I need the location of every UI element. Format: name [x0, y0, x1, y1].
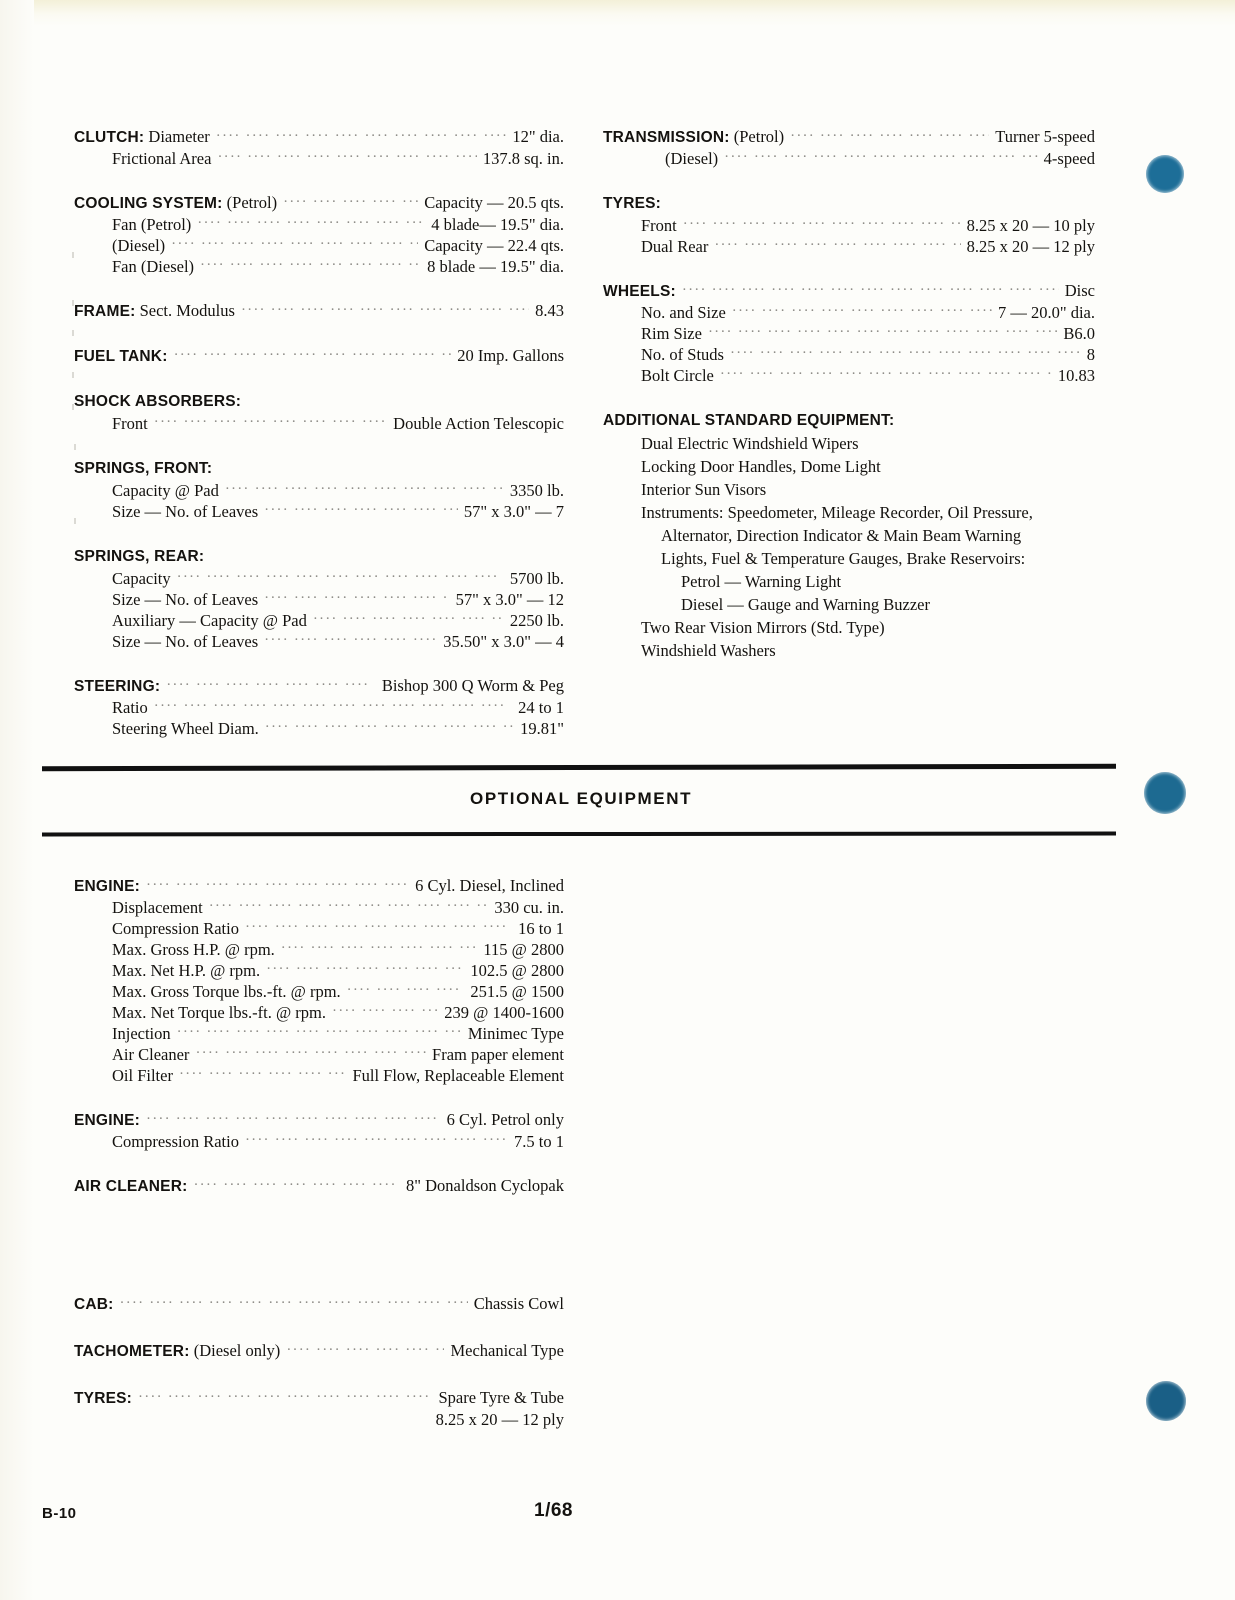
binder-punch-hole — [1146, 1381, 1186, 1421]
spec-row — [74, 1044, 564, 1065]
spec-row-value: 239 @ 1400-1600 — [444, 1003, 564, 1022]
spec-row — [74, 1387, 564, 1409]
dot-leader — [154, 704, 512, 718]
dot-leader — [166, 683, 376, 697]
spec-heading: SPRINGS, REAR: — [74, 548, 205, 565]
spec-row-value: 251.5 @ 1500 — [470, 982, 564, 1001]
spec-row — [74, 1340, 564, 1362]
spec-row-label: Fan (Diesel) — [112, 257, 195, 276]
spec-heading: CAB: — [74, 1296, 114, 1313]
spec-row — [74, 1175, 564, 1197]
dot-leader — [720, 372, 1052, 386]
spec-row-value: Full Flow, Replaceable Element — [352, 1066, 564, 1085]
spec-heading: TRANSMISSION: — [603, 129, 730, 146]
spec-row-label-group — [603, 280, 676, 302]
equipment-list-item: Dual Electric Windshield Wipers — [641, 434, 859, 453]
spec-row-value: Spare Tyre & Tube — [438, 1388, 564, 1407]
dot-leader — [177, 1030, 462, 1044]
dot-leader — [264, 638, 437, 652]
spec-row — [74, 1109, 564, 1131]
spec-row-label-group — [74, 675, 160, 697]
spec-row-value: 8.43 — [535, 301, 564, 320]
dot-leader — [146, 1117, 441, 1131]
spec-block-springs-rear — [74, 545, 564, 652]
spec-heading: SPRINGS, FRONT: — [74, 460, 213, 477]
spec-row — [603, 148, 1095, 169]
spec-block-tachometer — [74, 1340, 564, 1362]
dot-leader — [200, 263, 421, 277]
spec-heading: TYRES: — [74, 1390, 133, 1407]
spec-row-label-group — [74, 1293, 114, 1315]
dot-leader — [790, 134, 989, 148]
spec-row-label-group — [74, 875, 140, 897]
dot-leader — [138, 1395, 432, 1409]
banner-rule-bottom — [42, 832, 1116, 837]
spec-row — [74, 480, 564, 501]
spec-row-label-group — [74, 126, 210, 148]
spec-row — [74, 1131, 564, 1152]
spec-row-label: Auxiliary — Capacity @ Pad — [112, 611, 307, 630]
spec-row-value: 12" dia. — [512, 127, 564, 146]
binder-punch-hole — [1146, 155, 1184, 193]
spec-block-cooling-system — [74, 192, 564, 277]
dot-leader — [120, 1301, 468, 1315]
spec-row — [74, 256, 564, 277]
spec-row — [74, 501, 564, 522]
spec-block-springs-front — [74, 457, 564, 522]
spec-row-label: (Petrol) — [729, 127, 785, 146]
spec-heading: ENGINE: — [74, 1112, 140, 1129]
dot-leader — [197, 221, 425, 235]
spec-row-label: Size — No. of Leaves — [112, 590, 259, 609]
footer-date-code: 1/68 — [534, 1500, 573, 1521]
spec-row-label-group — [74, 300, 235, 322]
spec-row — [603, 323, 1095, 344]
spec-heading: CLUTCH: — [74, 129, 145, 146]
spec-row-label: Displacement — [112, 898, 203, 917]
spec-row-value: 6 Cyl. Petrol only — [446, 1110, 564, 1129]
spec-row-label-group — [603, 126, 784, 148]
spec-row-value: 19.81" — [520, 719, 564, 738]
spec-block-air-cleaner — [74, 1175, 564, 1197]
optional-equipment-lower-column — [74, 1293, 564, 1455]
dot-leader — [171, 242, 418, 256]
spec-row — [74, 568, 564, 589]
spec-row — [74, 675, 564, 697]
spec-row-value: 137.8 sq. in. — [482, 149, 564, 168]
equipment-list-item: Instruments: Speedometer, Mileage Recorder, Oil Pressure, — [641, 503, 1033, 522]
spec-row — [74, 875, 564, 897]
spec-block-fuel-tank — [74, 345, 564, 367]
optional-equipment-heading: OPTIONAL EQUIPMENT — [470, 789, 693, 808]
spec-row-value: 2250 lb. — [509, 611, 564, 630]
dot-leader — [264, 596, 449, 610]
spec-row-value: 8 blade — 19.5" dia. — [427, 257, 564, 276]
spec-row-label-group — [74, 1109, 140, 1131]
spec-heading: STEERING: — [74, 678, 161, 695]
dot-leader — [708, 330, 1057, 344]
spec-row — [74, 214, 564, 235]
spec-row-value: 4-speed — [1043, 149, 1095, 168]
spec-row-label: Frictional Area — [112, 149, 212, 168]
spec-row-value: Capacity — 20.5 qts. — [424, 193, 564, 212]
additional-standard-equipment-block — [603, 409, 1095, 662]
spec-row-value: 20 Imp. Gallons — [457, 346, 564, 365]
spec-row-value: Fram paper element — [432, 1045, 564, 1064]
spec-row-value: 6 Cyl. Diesel, Inclined — [415, 876, 564, 895]
spec-row — [603, 344, 1095, 365]
spec-row-label-group — [74, 345, 168, 367]
spec-row-label: Dual Rear — [641, 237, 709, 256]
spec-row-label: Air Cleaner — [112, 1045, 190, 1064]
spec-row-label: Rim Size — [641, 324, 702, 343]
spec-row-label: No. of Studs — [641, 345, 724, 364]
dot-leader — [241, 308, 529, 322]
spec-row — [74, 126, 564, 148]
spec-heading: WHEELS: — [603, 283, 676, 300]
equipment-list-item: Alternator, Direction Indicator & Main Beam Warning — [661, 526, 1022, 545]
spec-row — [74, 1293, 564, 1315]
spec-row-value: B6.0 — [1063, 324, 1095, 343]
spec-heading: TACHOMETER: — [74, 1343, 190, 1360]
scan-edge-tint-left — [0, 0, 34, 1600]
scan-edge-tint-top — [0, 0, 1235, 26]
standard-spec-left-column — [74, 126, 564, 739]
spec-row — [603, 365, 1095, 386]
spec-row-value: Double Action Telescopic — [393, 414, 564, 433]
spec-heading: ENGINE: — [74, 878, 140, 895]
spec-row-label: Ratio — [112, 698, 148, 717]
spec-row-label: (Petrol) — [222, 193, 278, 212]
spec-row-value: 7.5 to 1 — [514, 1132, 564, 1151]
dot-leader — [265, 725, 514, 739]
dot-leader — [264, 508, 458, 522]
spec-row-label: Capacity @ Pad — [112, 481, 219, 500]
spec-row-value: 102.5 @ 2800 — [470, 961, 564, 980]
spec-row — [74, 981, 564, 1002]
footer-page-code: B-10 — [42, 1505, 77, 1522]
spec-row — [74, 1065, 564, 1086]
spec-row-value: 4 blade— 19.5" dia. — [431, 215, 564, 234]
spec-row-label: Capacity — [112, 569, 171, 588]
spec-row — [603, 302, 1095, 323]
spec-row-label-group — [74, 1340, 280, 1362]
spec-row-value: 8 — [1086, 345, 1095, 364]
spec-row-label: Size — No. of Leaves — [112, 632, 259, 651]
spec-block-clutch — [74, 126, 564, 169]
dot-leader — [266, 967, 464, 981]
spec-row-label: Compression Ratio — [112, 919, 239, 938]
dot-leader — [195, 1051, 426, 1065]
banner-rule-top — [42, 764, 1116, 771]
spec-row-value: Mechanical Type — [450, 1341, 564, 1360]
spec-row-label: Max. Net H.P. @ rpm. — [112, 961, 261, 980]
spec-row-value: 8.25 x 20 — 12 ply — [435, 1410, 564, 1429]
dot-leader — [332, 1009, 438, 1023]
equipment-list-item: Lights, Fuel & Temperature Gauges, Brake Reservoirs: — [661, 549, 1026, 568]
spec-block-cab — [74, 1293, 564, 1315]
spec-row-label: (Diesel only) — [189, 1341, 281, 1360]
dot-leader — [245, 925, 512, 939]
equipment-list-item: Diesel — Gauge and Warning Buzzer — [681, 595, 930, 614]
spec-row — [74, 192, 564, 214]
spec-row-value: 24 to 1 — [518, 698, 564, 717]
spec-row — [74, 939, 564, 960]
spec-row-value: 330 cu. in. — [494, 898, 564, 917]
dot-leader — [683, 222, 961, 236]
spec-row — [74, 300, 564, 322]
spec-row-value: 57" x 3.0" — 12 — [455, 590, 564, 609]
spec-block-steering — [74, 675, 564, 739]
spec-row-value: 16 to 1 — [518, 919, 564, 938]
dot-leader — [732, 309, 992, 323]
spec-row-value: 3350 lb. — [509, 481, 564, 500]
spec-row-value: Turner 5-speed — [995, 127, 1095, 146]
spec-row — [74, 345, 564, 367]
spec-row-label: Front — [641, 216, 677, 235]
dot-leader — [682, 288, 1059, 302]
spec-row-label: Fan (Petrol) — [112, 215, 192, 234]
spec-row-value: Disc — [1064, 281, 1095, 300]
dot-leader — [146, 883, 409, 897]
spec-row-label: Steering Wheel Diam. — [112, 719, 259, 738]
dot-leader — [174, 353, 452, 367]
spec-row-label: Oil Filter — [112, 1066, 173, 1085]
spec-row-label: Sect. Modulus — [135, 301, 235, 320]
standard-spec-right-column — [603, 126, 1095, 662]
spec-row-label: Bolt Circle — [641, 366, 714, 385]
spec-row-value: 7 — 20.0" dia. — [997, 303, 1095, 322]
dot-leader — [714, 243, 960, 257]
spec-heading: COOLING SYSTEM: — [74, 195, 223, 212]
spec-block-tyres-optional — [74, 1387, 564, 1430]
spec-row — [74, 1023, 564, 1044]
spec-row-value: 5700 lb. — [509, 569, 564, 588]
spec-block-frame — [74, 300, 564, 322]
spec-row-label: Max. Gross Torque lbs.-ft. @ rpm. — [112, 982, 341, 1001]
spec-row-value: Bishop 300 Q Worm & Peg — [381, 676, 564, 695]
dot-leader — [217, 155, 476, 169]
spec-row — [74, 1002, 564, 1023]
spec-row — [603, 215, 1095, 236]
spec-row-value: 115 @ 2800 — [483, 940, 564, 959]
spec-row-value: Capacity — 22.4 qts. — [424, 236, 564, 255]
dot-leader — [245, 1138, 508, 1152]
dot-leader — [730, 351, 1081, 365]
spec-row — [74, 697, 564, 718]
spec-row — [74, 610, 564, 631]
spec-block-engine-diesel — [74, 875, 564, 1086]
spec-row-value: 35.50" x 3.0" — 4 — [443, 632, 564, 651]
spec-row-label: Front — [112, 414, 148, 433]
dot-leader — [225, 487, 504, 501]
dot-leader — [209, 904, 489, 918]
spec-heading: FRAME: — [74, 303, 136, 320]
spec-block-wheels — [603, 280, 1095, 386]
spec-row — [603, 236, 1095, 257]
spec-row — [74, 1409, 564, 1430]
binder-punch-hole — [1144, 772, 1186, 814]
spec-row — [74, 589, 564, 610]
spec-row-label: Max. Gross H.P. @ rpm. — [112, 940, 275, 959]
spec-row-value: Chassis Cowl — [473, 1294, 564, 1313]
spec-row-label: No. and Size — [641, 303, 726, 322]
spec-row-label: Size — No. of Leaves — [112, 502, 259, 521]
dot-leader — [179, 1072, 346, 1086]
spec-row-label: Injection — [112, 1024, 171, 1043]
spec-row — [74, 960, 564, 981]
equipment-list-item: Locking Door Handles, Dome Light — [641, 457, 881, 476]
spec-block-transmission — [603, 126, 1095, 169]
spec-heading: SHOCK ABSORBERS: — [74, 393, 242, 410]
equipment-list-item: Petrol — Warning Light — [681, 572, 842, 591]
spec-row-label-group — [74, 1387, 132, 1409]
spec-row-label: Max. Net Torque lbs.-ft. @ rpm. — [112, 1003, 326, 1022]
spec-row — [74, 631, 564, 652]
spec-row — [74, 413, 564, 434]
dot-leader — [283, 200, 418, 214]
spec-row — [74, 897, 564, 918]
dot-leader — [313, 617, 504, 631]
spec-row-label: Diameter — [144, 127, 210, 146]
spec-heading: AIR CLEANER: — [74, 1178, 188, 1195]
dot-leader — [286, 1348, 444, 1362]
spec-row-value: Minimec Type — [467, 1024, 564, 1043]
spec-row — [603, 280, 1095, 302]
spec-row-value: 8" Donaldson Cyclopak — [406, 1176, 564, 1195]
equipment-list-item: Two Rear Vision Mirrors (Std. Type) — [641, 618, 885, 637]
spec-row — [603, 126, 1095, 148]
equipment-list-item: Interior Sun Visors — [641, 480, 767, 499]
equipment-list-item: Windshield Washers — [641, 641, 776, 660]
dot-leader — [724, 155, 1038, 169]
spec-block-shock-absorbers — [74, 390, 564, 434]
spec-row-value: 8.25 x 20 — 10 ply — [966, 216, 1095, 235]
spec-row-label: (Diesel) — [112, 236, 166, 255]
spec-heading: FUEL TANK: — [74, 348, 168, 365]
dot-leader — [347, 988, 465, 1002]
dot-leader — [281, 946, 478, 960]
spec-row — [74, 235, 564, 256]
additional-standard-equipment-heading: ADDITIONAL STANDARD EQUIPMENT: — [603, 412, 895, 429]
dot-leader — [216, 134, 507, 148]
spec-heading: TYRES: — [603, 195, 662, 212]
dot-leader — [154, 420, 387, 434]
spec-row-value: 57" x 3.0" — 7 — [463, 502, 564, 521]
spec-row-value: 8.25 x 20 — 12 ply — [966, 237, 1095, 256]
spec-row-value: 10.83 — [1057, 366, 1095, 385]
spec-row-label: Compression Ratio — [112, 1132, 239, 1151]
dot-leader — [177, 575, 504, 589]
spec-row-label-group — [74, 192, 277, 214]
dot-leader — [193, 1183, 400, 1197]
spec-row — [74, 918, 564, 939]
spec-row — [74, 148, 564, 169]
spec-row — [74, 718, 564, 739]
spec-row-label: (Diesel) — [665, 149, 719, 168]
optional-equipment-upper-column — [74, 875, 564, 1197]
spec-block-engine-petrol — [74, 1109, 564, 1152]
spec-row-label-group — [74, 1175, 187, 1197]
spec-block-tyres — [603, 192, 1095, 257]
